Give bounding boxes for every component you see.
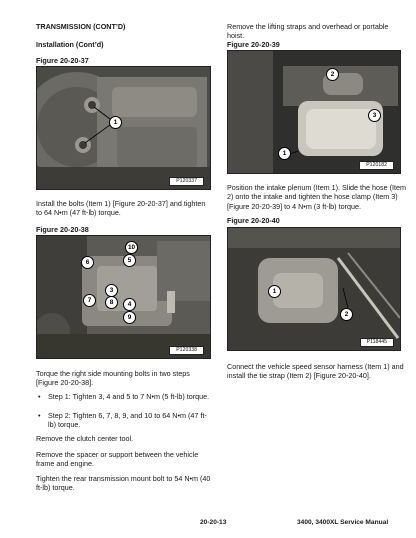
paragraph-rear-mount: Tighten the rear transmission mount bolt to 54 N•m (40 ft-lb) torque. xyxy=(36,474,211,493)
image-id-label: P120338 xyxy=(169,346,204,355)
figure-20-20-39-photo xyxy=(227,50,401,174)
callout-8: 8 xyxy=(105,296,118,309)
callout-1-a: 1 xyxy=(109,116,122,129)
callout-2: 2 xyxy=(340,308,353,321)
paragraph-intake-plenum: Position the intake plenum (Item 1). Slide the hose (Item 2) onto the intake and tighten the hose clamp (Item 3) [Figure 20-20-39] to 4 N•m (3 ft-lb) torque. xyxy=(227,183,406,211)
subsection-title: Installation (Cont’d) xyxy=(36,40,104,49)
figure-caption-40: Figure 20-20-40 xyxy=(227,216,280,225)
callout-2: 2 xyxy=(326,68,339,81)
transmission-bolts-illustration xyxy=(37,67,210,189)
mounting-bolts-illustration xyxy=(37,236,210,358)
figure-20-20-37-photo xyxy=(36,66,211,190)
manual-title: 3400, 3400XL Service Manual xyxy=(297,519,389,526)
page-number: 20-20-13 xyxy=(200,519,227,526)
callout-9: 9 xyxy=(123,311,136,324)
paragraph-remove-tool: Remove the clutch center tool. xyxy=(36,434,134,443)
paragraph-remove-spacer: Remove the spacer or support between the vehicle frame and engine. xyxy=(36,450,199,469)
section-title: TRANSMISSION (CONT’D) xyxy=(36,22,126,31)
callout-6: 6 xyxy=(81,256,94,269)
paragraph-remove-straps: Remove the lifting straps and overhead or portable hoist. xyxy=(227,22,389,41)
image-id-label: P120337 xyxy=(169,177,204,186)
callout-3: 3 xyxy=(105,284,118,297)
paragraph-speed-sensor: Connect the vehicle speed sensor harness (Item 1) and install the tie strap (Item 2) [Figure 20-20-40]. xyxy=(227,362,404,381)
callout-7: 7 xyxy=(83,294,96,307)
figure-caption-38: Figure 20-20-38 xyxy=(36,225,89,234)
bullet-step-1: Step 1: Tighten 3, 4 and 5 to 7 N•m (5 ft-lb) torque. xyxy=(48,392,210,401)
bullet-dot: • xyxy=(38,411,41,420)
image-id-label: P118445 xyxy=(360,338,394,347)
figure-caption-37: Figure 20-20-37 xyxy=(36,56,89,65)
callout-1: 1 xyxy=(268,285,281,298)
bullet-step-2: Step 2: Tighten 6, 7, 8, 9, and 10 to 64 N•m (47 ft-lb) torque. xyxy=(48,411,207,430)
callout-10: 10 xyxy=(125,241,138,254)
speed-sensor-illustration xyxy=(228,228,400,350)
paragraph-torque-steps: Torque the right side mounting bolts in two steps [Figure 20-20-38]. xyxy=(36,369,190,388)
image-id-label: P120182 xyxy=(359,161,394,170)
callout-4: 4 xyxy=(123,298,136,311)
callout-5: 5 xyxy=(123,254,136,267)
callout-1: 1 xyxy=(278,147,291,160)
paragraph-install-bolts: Install the bolts (Item 1) [Figure 20-20-37] and tighten to 64 N•m (47 ft-lb) torque. xyxy=(36,199,206,218)
figure-20-20-40-photo xyxy=(227,227,401,351)
figure-20-20-38-photo xyxy=(36,235,211,359)
callout-3: 3 xyxy=(368,109,381,122)
bullet-dot: • xyxy=(38,392,41,401)
figure-caption-39: Figure 20-20-39 xyxy=(227,40,280,49)
